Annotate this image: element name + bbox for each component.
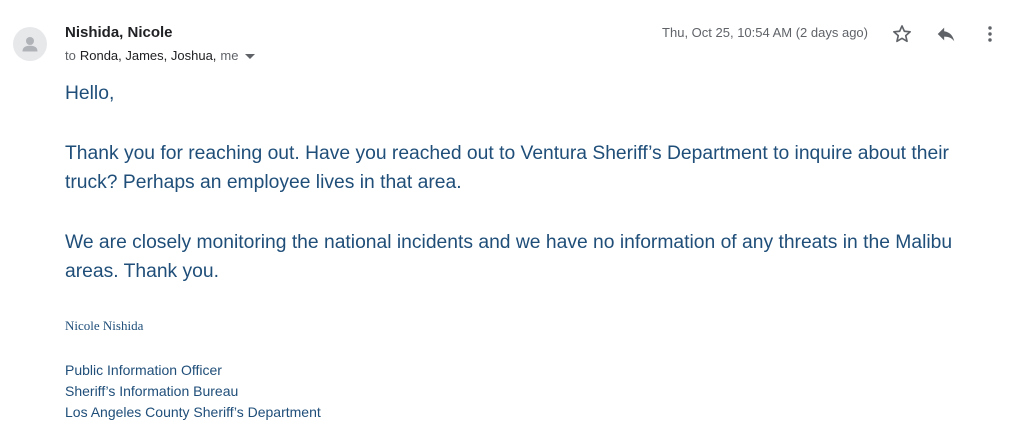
reply-arrow-icon [935,23,957,45]
avatar[interactable] [13,27,47,61]
signature-name: Nicole Nishida [65,318,144,333]
email-paragraph: Thank you for reaching out. Have you reached out to Ventura Sheriff’s Department to inquire about their truck? Perhaps an employee lives in that area. [65,143,949,193]
recipient-me: me [220,48,239,63]
reply-button[interactable] [933,21,959,47]
more-options-button[interactable] [977,21,1003,47]
signature-department: Los Angeles County Sheriff’s Department [65,404,321,420]
recipients-line [65,48,257,63]
sender-name[interactable]: Nishida, Nicole [65,24,173,41]
recipients-prefix: to [65,48,76,63]
star-outline-icon [891,23,913,45]
show-details-chevron-down-icon[interactable] [243,49,257,63]
star-button[interactable] [889,21,915,47]
email-paragraph: We are closely monitoring the national incidents and we have no information of any threats in the Malibu areas. Thank you. [65,232,953,282]
vertical-dots-icon [979,23,1001,45]
default-person-icon [13,27,47,61]
signature-bureau: Sheriff’s Information Bureau [65,383,239,399]
signature-title: Public Information Officer [65,362,222,378]
message-timestamp: Thu, Oct 25, 10:54 AM (2 days ago) [662,25,868,40]
email-greeting: Hello, [65,83,115,104]
recipients-names: Ronda, James, Joshua, [79,48,217,63]
